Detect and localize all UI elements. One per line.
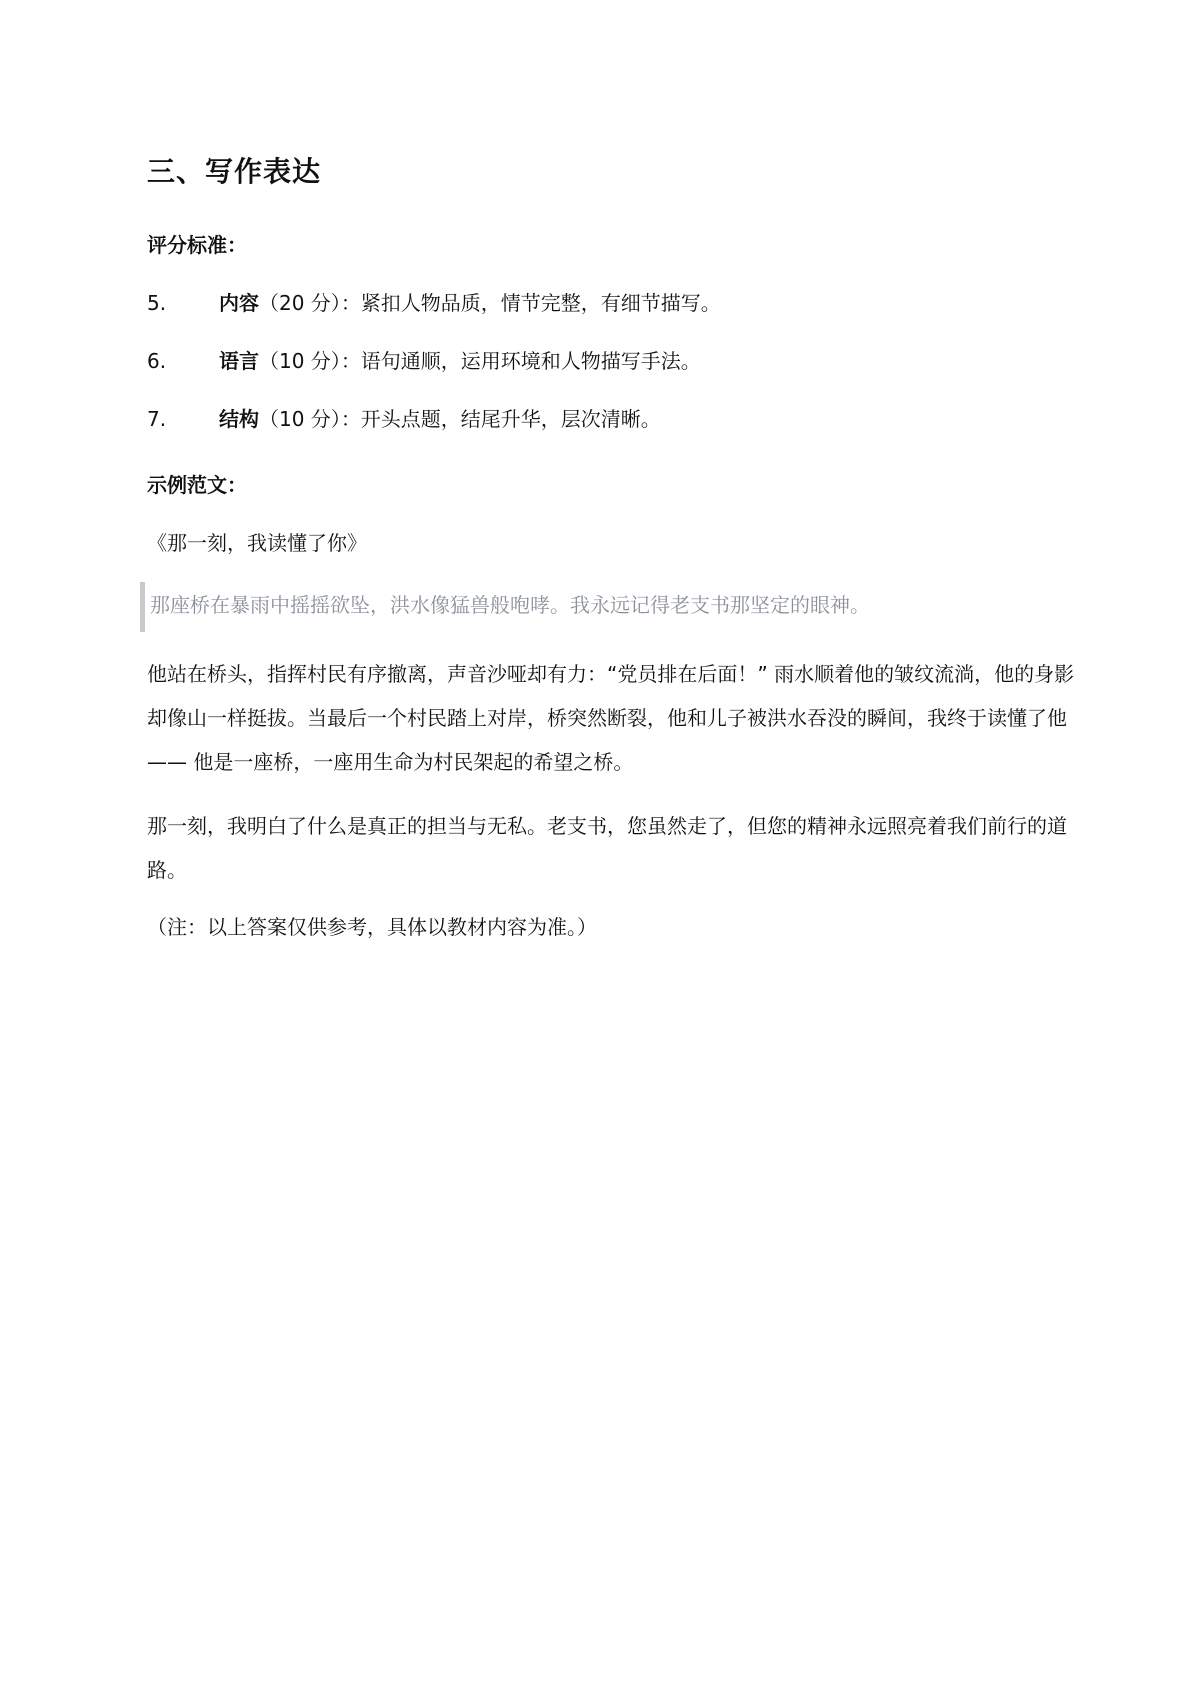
essay-paragraph: 他站在桥头，指挥村民有序撤离，声音沙哑却有力：“党员排在后面！” 雨水顺着他的皱纹流淌，他的身影却像山一样挺拔。当最后一个村民踏上对岸，桥突然断裂，他和儿子被洪水吞没的瞬间，我终于读懂了他 —— 他是一座桥，一座用生命为村民架起的希望之桥。 <box>147 662 1075 774</box>
criteria-number: 5. <box>147 291 167 315</box>
section-heading: 三、写作表达 <box>147 155 322 188</box>
document-page <box>147 150 1087 942</box>
criteria-description: ：语句通顺，运用环境和人物描写手法。 <box>340 349 701 373</box>
criteria-score: （10 分） <box>259 407 341 431</box>
criteria-label: 评分标准： <box>147 233 247 257</box>
example-label: 示例范文： <box>147 473 247 497</box>
note-text: （注：以上答案仅供参考，具体以教材内容为准。） <box>147 915 597 939</box>
criteria-name: 语言 <box>219 349 259 373</box>
essay-paragraph: 那一刻，我明白了什么是真正的担当与无私。老支书，您虽然走了，但您的精神永远照亮着我们前行的道路。 <box>147 814 1067 882</box>
criteria-number: 6. <box>147 349 167 373</box>
essay-quote: 那座桥在暴雨中摇摇欲坠，洪水像猛兽般咆哮。我永远记得老支书那坚定的眼神。 <box>140 582 1047 632</box>
criteria-item <box>147 346 1087 376</box>
criteria-item <box>147 288 1087 318</box>
essay-title: 《那一刻，我读懂了你》 <box>147 531 367 555</box>
criteria-description: ：开头点题，结尾升华，层次清晰。 <box>340 407 661 431</box>
criteria-score: （10 分） <box>259 349 341 373</box>
criteria-number: 7. <box>147 407 167 431</box>
criteria-description: ：紧扣人物品质，情节完整，有细节描写。 <box>340 291 721 315</box>
criteria-list <box>147 288 1087 434</box>
criteria-name: 结构 <box>219 407 259 431</box>
criteria-score: （20 分） <box>259 291 341 315</box>
criteria-name: 内容 <box>219 291 259 315</box>
criteria-item <box>147 404 1087 434</box>
